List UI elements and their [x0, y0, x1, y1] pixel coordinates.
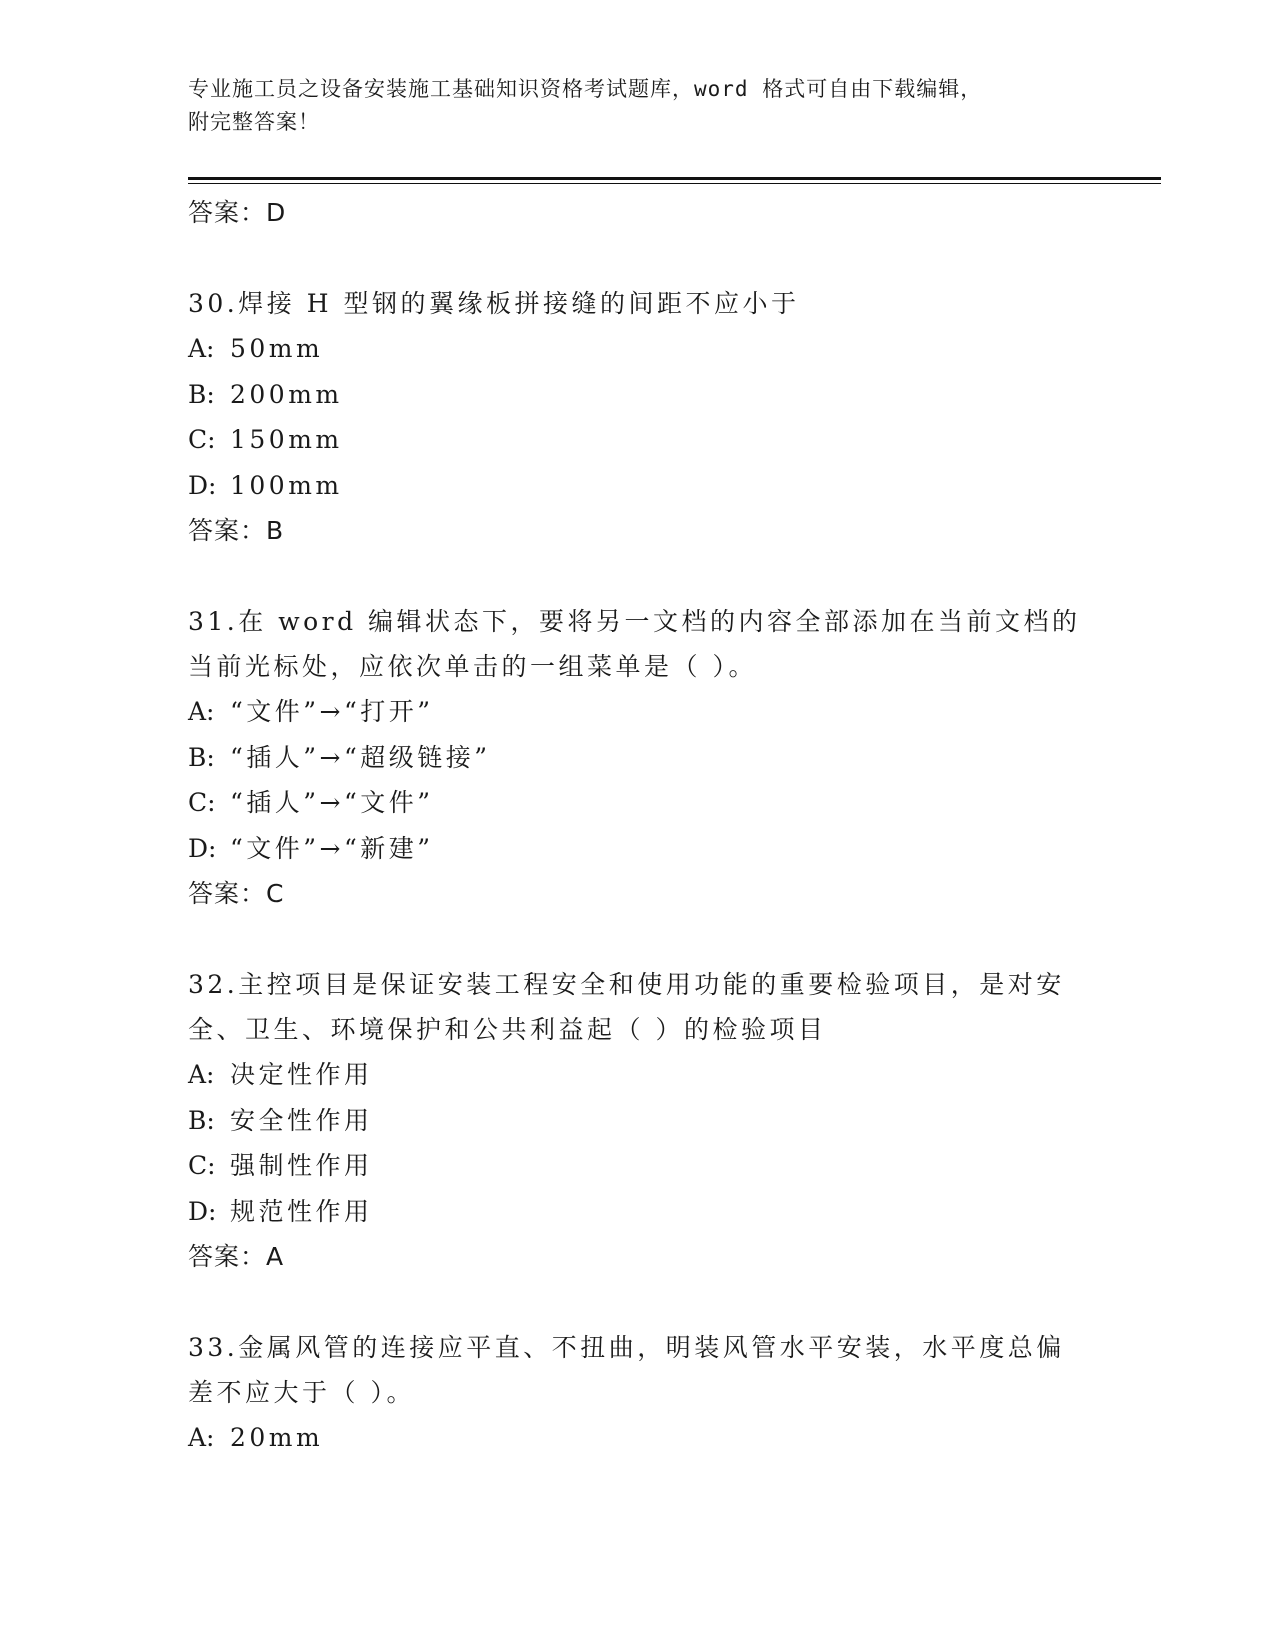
header-line-2: 附完整答案！: [188, 110, 320, 134]
option-text: 200mm: [230, 379, 343, 409]
option-d: [188, 463, 1088, 509]
option-key: C:: [188, 788, 216, 817]
option-d: [188, 826, 1088, 872]
option-text: 50mm: [230, 334, 324, 363]
option-text: “文件”→“打开”: [230, 697, 434, 726]
header-rule-thin: [188, 183, 1161, 184]
option-b: [188, 1098, 1088, 1144]
document-header: [188, 73, 1088, 139]
option-key: A:: [188, 1423, 215, 1452]
option-text: 决定性作用: [230, 1060, 373, 1089]
option-c: [188, 780, 1088, 826]
option-c: [188, 417, 1088, 463]
option-b: [188, 372, 1088, 418]
option-text: “文件”→“新建”: [230, 833, 434, 863]
option-text: 150mm: [230, 425, 343, 454]
option-text: 规范性作用: [230, 1196, 373, 1226]
header-line-1: 专业施工员之设备安装施工基础知识资格考试题库，word 格式可自由下载编辑，: [188, 77, 983, 101]
option-key: C:: [188, 1151, 216, 1180]
option-key: A:: [188, 334, 215, 363]
option-c: [188, 1143, 1088, 1189]
option-text: 安全性作用: [230, 1105, 373, 1135]
option-key: D:: [188, 470, 217, 500]
option-key: B:: [188, 379, 215, 409]
option-text: “插人”→“超级链接”: [230, 742, 491, 772]
option-a: [188, 689, 1088, 735]
answer-line: 答案：A: [188, 1242, 285, 1271]
question-text: 31.在 word 编辑状态下，要将另一文档的内容全部添加在当前文档的当前光标处，应依次单击的一组菜单是（ ）。: [188, 607, 1081, 681]
option-text: 100mm: [230, 470, 343, 500]
question-text: 33.金属风管的连接应平直、不扭曲，明装风管水平安装，水平度总偏差不应大于（ ）。: [188, 1333, 1065, 1407]
option-text: “插人”→“文件”: [230, 788, 434, 817]
option-a: [188, 326, 1088, 372]
option-key: A:: [188, 697, 215, 726]
option-key: B:: [188, 742, 215, 772]
option-text: 20mm: [230, 1423, 324, 1452]
question-text: 32.主控项目是保证安装工程安全和使用功能的重要检验项目，是对安全、卫生、环境保护和公共利益起（ ）的检验项目: [188, 970, 1065, 1044]
option-key: D:: [188, 1196, 217, 1226]
option-a: [188, 1052, 1088, 1098]
header-rule-thick: [188, 177, 1161, 180]
question-30: [188, 281, 1088, 554]
answer-line: 答案：C: [188, 879, 285, 908]
question-32: [188, 962, 1088, 1280]
option-key: B:: [188, 1105, 215, 1135]
answer-line: 答案：B: [188, 516, 285, 545]
answer-line: 答案：D: [188, 198, 287, 227]
question-31: [188, 599, 1088, 917]
question-list: [188, 190, 1088, 1461]
option-key: D:: [188, 833, 217, 863]
option-text: 强制性作用: [230, 1151, 373, 1180]
option-b: [188, 735, 1088, 781]
question-33: [188, 1325, 1088, 1461]
option-key: A:: [188, 1060, 215, 1089]
question-text: 30.焊接 H 型钢的翼缘板拼接缝的间距不应小于: [188, 289, 800, 318]
option-key: C:: [188, 425, 216, 454]
option-a: [188, 1415, 1088, 1461]
option-d: [188, 1189, 1088, 1235]
